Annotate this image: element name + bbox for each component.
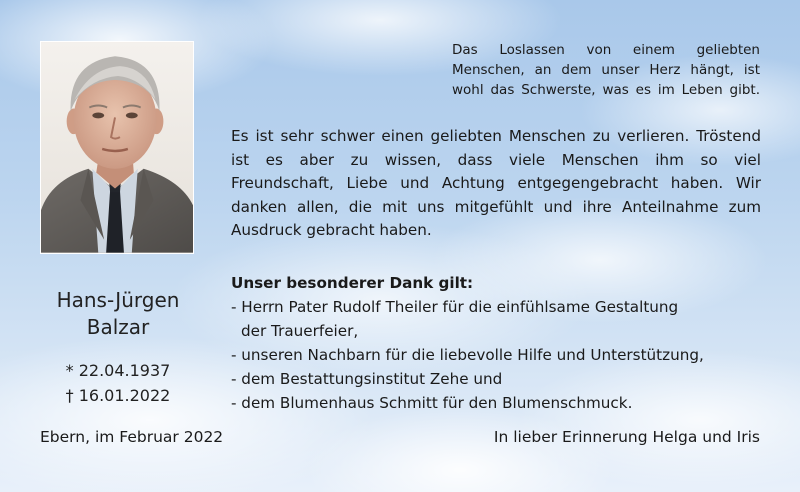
- signature: In lieber Erinnerung Helga und Iris: [493, 428, 760, 446]
- quote-line: Menschen, an dem unser Herz hängt, ist: [452, 62, 760, 78]
- main-text: [231, 125, 761, 243]
- memorial-quote: [452, 40, 760, 100]
- main-text-line: danken allen, die mit uns mitgefühlt und ihre Anteilnahme zum: [231, 197, 761, 216]
- thanks-item: der Trauerfeier,: [241, 322, 359, 340]
- thanks-section: [231, 271, 761, 415]
- place-date: Ebern, im Februar 2022: [40, 428, 224, 446]
- last-name: Balzar: [86, 315, 150, 339]
- quote-line: wohl das Schwerste, was es im Leben gibt.: [452, 82, 760, 98]
- main-text-line: ist es aber zu wissen, dass viele Menschen ihm so viel: [231, 150, 761, 169]
- first-name: Hans-Jürgen: [56, 288, 180, 312]
- thanks-item: - dem Bestattungsinstitut Zehe und: [231, 370, 503, 388]
- death-date: † 16.01.2022: [65, 386, 171, 405]
- deceased-name: [40, 287, 196, 341]
- thanks-item: - unseren Nachbarn für die liebevolle Hilfe und Unterstützung,: [231, 346, 704, 364]
- main-text-line: Freundschaft, Liebe und Achtung entgegengebracht haben. Wir: [231, 174, 761, 193]
- thanks-item: - Herrn Pater Rudolf Theiler für die einfühlsame Gestaltung: [231, 298, 679, 316]
- thanks-item: - dem Blumenhaus Schmitt für den Blumenschmuck.: [231, 394, 633, 412]
- thanks-heading: Unser besonderer Dank gilt:: [231, 274, 474, 292]
- quote-line: Das Loslassen von einem geliebten: [452, 42, 760, 58]
- main-text-line: Es ist sehr schwer einen geliebten Menschen zu verlieren. Tröstend: [231, 127, 761, 145]
- life-dates: [40, 358, 196, 408]
- portrait-photo: [40, 41, 194, 254]
- main-text-line: Ausdruck gebracht haben.: [231, 221, 432, 240]
- birth-date: * 22.04.1937: [65, 361, 171, 380]
- portrait-illustration: [41, 42, 193, 253]
